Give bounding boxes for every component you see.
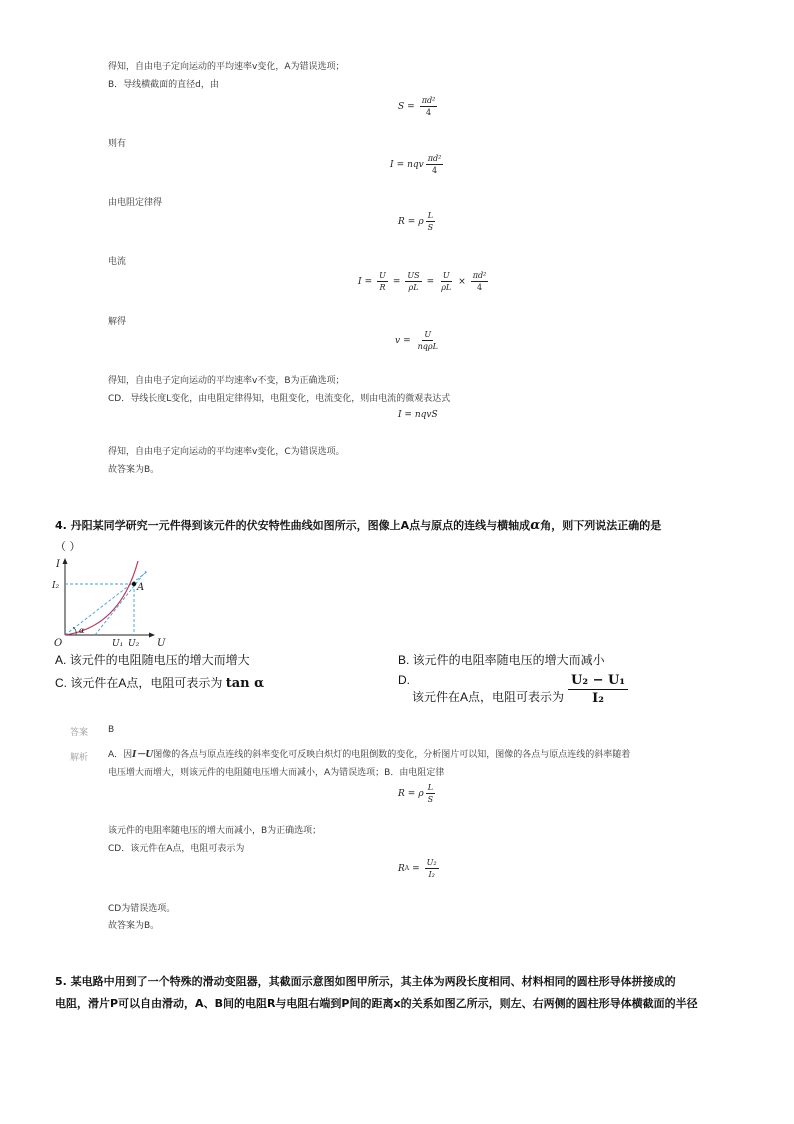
label-u: U	[157, 638, 166, 649]
eq-sym: I	[358, 276, 362, 287]
alpha-symbol: α	[530, 518, 541, 533]
fraction	[471, 270, 489, 293]
equation-velocity	[395, 329, 442, 352]
numerator: πd²	[421, 96, 436, 105]
equation-resistance-2	[398, 782, 437, 805]
analysis-math: I－U	[132, 750, 154, 760]
eq-sym: =	[412, 863, 420, 874]
eq-sym: =	[396, 159, 405, 170]
tangent-line	[95, 571, 146, 635]
denominator: nqρL	[417, 342, 438, 351]
numerator: U₂	[426, 858, 437, 867]
eq-sub: A	[404, 865, 410, 872]
analysis-label: 解析	[70, 753, 89, 763]
text-line: 解得	[108, 317, 127, 327]
option-d-prefix: D.	[398, 673, 410, 687]
eq-sym: R	[398, 788, 405, 799]
denominator: I₂	[428, 870, 435, 879]
fraction	[377, 270, 388, 293]
eq-sym: =	[392, 276, 401, 287]
denominator: 4	[477, 283, 483, 292]
analysis-text: 图像的各点与原点连线的斜率变化可反映白炽灯的电阻倒数的变化，分析图片可以知，图像的各点与原点连线的斜率随着	[153, 750, 631, 760]
text-line: 得知，自由电子定向运动的平均速率v变化，A为错误选项；	[108, 62, 345, 72]
eq-sym: =	[426, 276, 435, 287]
text-line: 则有	[108, 139, 127, 149]
y-axis-arrow	[63, 558, 68, 564]
eq-sym: R	[398, 863, 405, 874]
label-o: O	[54, 638, 63, 649]
option-c-math: tan α	[225, 676, 265, 691]
fraction	[416, 329, 440, 352]
text-line: CD．导线长度L变化，由电阻定律得知，电阻变化，电流变化，则由电流的微观表达式	[108, 394, 451, 404]
eq-sym: S	[398, 101, 405, 112]
answer-bracket: （ ）	[55, 540, 81, 553]
option-d[interactable]	[398, 672, 628, 707]
fraction	[420, 95, 438, 118]
equation-area	[398, 95, 439, 118]
numerator: US	[407, 271, 420, 280]
label-i2: I₂	[52, 581, 60, 591]
numerator: U₂ − U₁	[568, 672, 628, 690]
label-a: A	[137, 582, 145, 593]
fraction	[426, 782, 435, 805]
analysis-line: CD．该元件在A点，电阻可表示为	[108, 844, 245, 854]
text-line: 电流	[108, 257, 127, 267]
analysis-text: A．因	[108, 750, 133, 760]
eq-sym: =	[364, 276, 373, 287]
analysis-line: 电压增大而增大，则该元件的电阻随电压增大而减小，A为错误选项；B．由电阻定律	[108, 768, 445, 778]
answer-label: 答案	[70, 728, 89, 738]
equation-ra	[398, 857, 441, 880]
fraction	[426, 210, 435, 233]
question-4-title	[55, 518, 661, 534]
eq-sym: R	[398, 216, 405, 227]
denominator: ρL	[408, 283, 419, 292]
text-line: 由电阻定律得	[108, 198, 163, 208]
text-line: 得知，自由电子定向运动的平均速率v不变，B为正确选项；	[108, 376, 345, 386]
x-axis-arrow	[149, 633, 155, 638]
option-d-fraction	[568, 672, 628, 707]
label-i: I	[56, 559, 60, 570]
numerator: πd²	[472, 271, 487, 280]
eq-sym: =	[407, 788, 416, 799]
denominator: ρL	[441, 283, 452, 292]
denominator: S	[427, 795, 434, 804]
question-5-line: 5. 某电路中用到了一个特殊的滑动变阻器，其截面示意图如图甲所示，其主体为两段长度相同、材料相同的圆柱形导体拼接成的	[55, 975, 676, 988]
fraction	[405, 270, 421, 293]
analysis-line	[108, 749, 630, 761]
eq-sym: v	[395, 335, 401, 346]
fraction	[439, 270, 453, 293]
numerator: L	[427, 211, 434, 220]
numerator: U	[424, 330, 432, 339]
question-text: 角，则下列说法正确的是	[540, 519, 662, 532]
numerator: U	[379, 271, 386, 280]
numerator: πd²	[427, 154, 442, 163]
option-b[interactable]: B. 该元件的电阻率随电压的增大而减小	[398, 653, 605, 667]
iu-graph	[50, 555, 175, 650]
equation-ohm	[358, 270, 490, 293]
option-d-text: 该元件在A点，电阻可表示为	[412, 689, 565, 704]
fraction	[425, 857, 439, 880]
eq-sym: ×	[458, 276, 466, 287]
label-u1: U₁	[112, 639, 124, 649]
numerator: U	[442, 271, 450, 280]
eq-sym: =	[407, 101, 415, 112]
analysis-line: 故答案为B。	[108, 921, 160, 931]
text-line: 故答案为B。	[108, 465, 160, 475]
option-c-text: C. 该元件在A点，电阻可表示为	[55, 676, 223, 690]
chord-line	[65, 571, 148, 635]
eq-sym: =	[403, 335, 411, 346]
denominator: 4	[425, 108, 432, 117]
eq-sym: ρ	[418, 216, 424, 227]
equation-micro: I = nqvS	[398, 410, 438, 420]
question-text: 4. 丹阳某同学研究一元件得到该元件的伏安特性曲线如图所示，图像上A点与原点的连线与横轴成	[55, 519, 531, 532]
analysis-line: 该元件的电阻率随电压的增大而减小，B为正确选项；	[108, 826, 322, 836]
denominator: R	[379, 283, 386, 292]
answer-value: B	[108, 725, 115, 735]
question-5-line: 电阻，滑片P可以自由滑动，A、B间的电阻R与电阻右端到P间的距离x的关系如图乙所示，则左、右两侧的圆柱形导体横截面的半径	[55, 997, 698, 1010]
equation-current	[390, 153, 445, 176]
analysis-line: CD为错误选项。	[108, 904, 176, 914]
eq-sym: ρ	[418, 788, 424, 799]
text-line: B．导线横截面的直径d，由	[108, 80, 219, 90]
denominator: 4	[432, 166, 438, 175]
eq-sym: nqv	[407, 159, 424, 170]
iu-curve	[65, 561, 138, 635]
fraction	[426, 153, 444, 176]
option-a[interactable]: A. 该元件的电阻随电压的增大而增大	[55, 653, 250, 667]
option-c[interactable]	[55, 675, 264, 692]
point-a	[132, 582, 136, 586]
equation-resistance	[398, 210, 437, 233]
text-line: 得知，自由电子定向运动的平均速率v变化，C为错误选项。	[108, 447, 345, 457]
eq-sym: =	[407, 216, 416, 227]
denominator: S	[427, 223, 434, 232]
numerator: L	[427, 783, 434, 792]
eq-sym: I	[390, 159, 394, 170]
denominator: I₂	[592, 691, 604, 706]
label-alpha: α	[79, 626, 85, 635]
label-u2: U₂	[128, 639, 140, 649]
